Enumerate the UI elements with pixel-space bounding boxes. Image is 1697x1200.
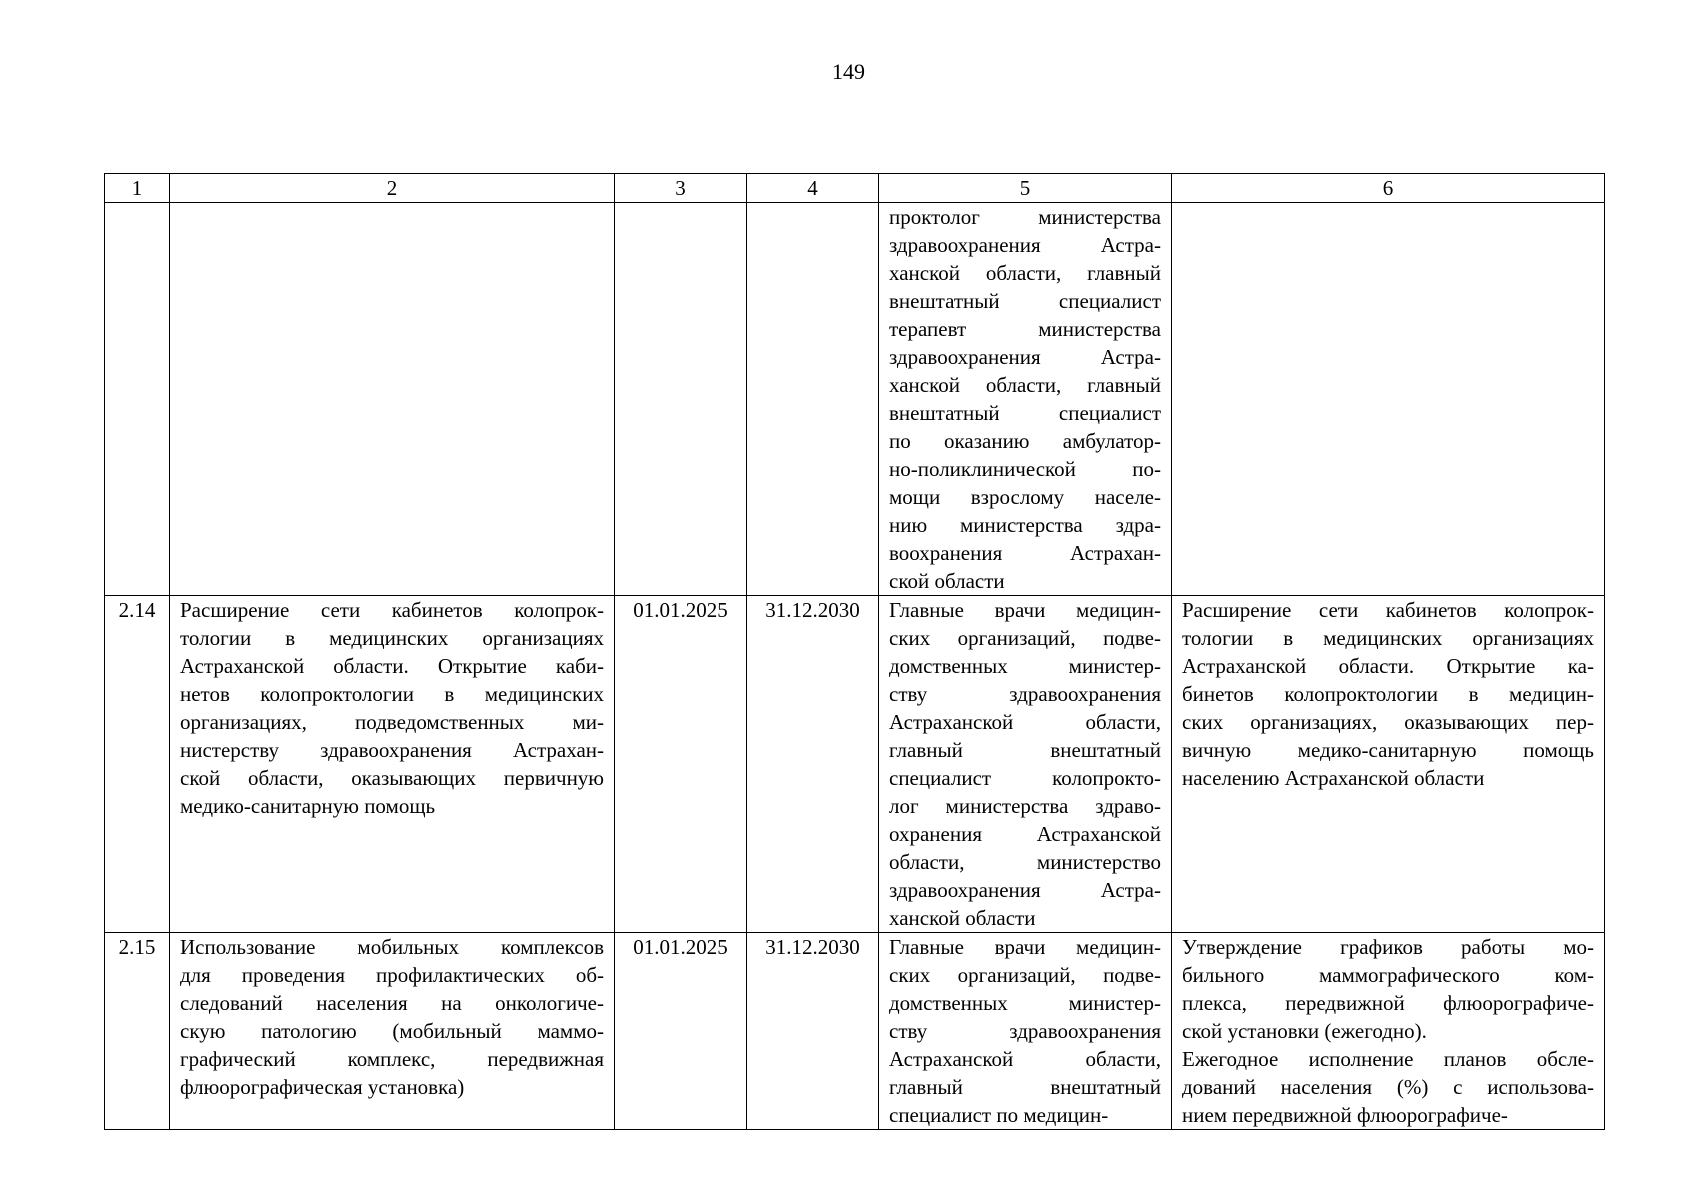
measure-name-line: флюорографическая установка) [180,1075,465,1099]
result-line: ской установки (ежегодно). [1182,1019,1427,1043]
measure-name-line: медико-санитарную помощь [180,794,436,818]
responsible-cell [879,203,1172,596]
result-cell [1172,203,1605,596]
responsible-line: области, министерство [889,850,1161,874]
responsible-cell [879,933,1172,1130]
responsible-line: по оказанию амбулатор- [889,429,1161,453]
row-number-cell [105,203,170,596]
responsible-line: Астраханской области, [889,1047,1161,1071]
end-date-cell [747,203,879,596]
responsible-cell [879,596,1172,933]
header-cell-3: 3 [615,174,747,203]
start-date-cell: 01.01.2025 [615,596,747,933]
responsible-line: специалист колопрокто- [889,766,1161,790]
measure-name-cell [170,933,615,1130]
measure-name-line: скую патологию (мобильный маммо- [180,1019,604,1043]
header-cell-1: 1 [105,174,170,203]
responsible-line: проктолог министерства [889,205,1161,229]
measure-name-line: тологии в медицинских организациях [180,626,604,650]
responsible-line: здравоохранения Астра- [889,345,1161,369]
measure-name-line: следований населения на онкологиче- [180,991,604,1015]
responsible-line: внештатный специалист [889,289,1161,313]
responsible-line: охранения Астраханской [889,822,1161,846]
responsible-line: ханской области, главный [889,261,1161,285]
result-cell [1172,596,1605,933]
responsible-line: ских организаций, подве- [889,626,1161,650]
responsible-line: домственных министер- [889,991,1161,1015]
responsible-line: терапевт министерства [889,317,1161,341]
page-number: 149 [832,59,865,84]
measure-name-line: нистерству здравоохранения Астрахан- [180,738,604,762]
start-date-cell: 01.01.2025 [615,933,747,1130]
responsible-line: но-поликлинической по- [889,457,1161,481]
measure-name-line: для проведения профилактических об- [180,963,604,987]
result-line: Ежегодное исполнение планов обсле- [1182,1047,1594,1071]
responsible-line: ханской области [889,906,1036,930]
responsible-line: здравоохранения Астра- [889,233,1161,257]
row-number-cell: 2.14 [105,596,170,933]
measure-name-line: нетов колопроктологии в медицинских [180,682,604,706]
result-line: бинетов колопроктологии в медицин- [1182,682,1594,706]
measure-name-line: организациях, подведомственных ми- [180,710,604,734]
measures-table [104,173,1605,1130]
result-line: Расширение сети кабинетов колопрок- [1182,598,1594,622]
measure-name-line: Использование мобильных комплексов [180,935,604,959]
responsible-line: главный внештатный [889,1075,1161,1099]
responsible-line: здравоохранения Астра- [889,878,1161,902]
end-date-cell: 31.12.2030 [747,933,879,1130]
responsible-line: ству здравоохранения [889,1019,1161,1043]
table-row [105,203,1605,596]
header-cell-2: 2 [170,174,615,203]
responsible-line: Астраханской области, [889,710,1161,734]
result-line: вичную медико-санитарную помощь [1182,738,1594,762]
result-line: дований населения (%) с использова- [1182,1075,1594,1099]
responsible-line: ству здравоохранения [889,682,1161,706]
result-line: ских организациях, оказывающих пер- [1182,710,1594,734]
measure-name-cell [170,203,615,596]
row-number-cell: 2.15 [105,933,170,1130]
result-line: тологии в медицинских организациях [1182,626,1594,650]
responsible-line: специалист по медицин- [889,1103,1109,1127]
header-row [105,174,1605,203]
table-row [105,933,1605,1130]
responsible-line: Главные врачи медицин- [889,598,1161,622]
responsible-line: ханской области, главный [889,373,1161,397]
start-date-cell [615,203,747,596]
header-cell-4: 4 [747,174,879,203]
table-row [105,596,1605,933]
result-line: нием передвижной флюорографиче- [1182,1103,1508,1127]
responsible-line: ской области [889,569,1005,593]
result-line: Утверждение графиков работы мо- [1182,935,1594,959]
result-line: населению Астраханской области [1182,766,1485,790]
responsible-line: воохранения Астрахан- [889,541,1161,565]
responsible-line: Главные врачи медицин- [889,935,1161,959]
responsible-line: нию министерства здра- [889,513,1161,537]
responsible-line: ских организаций, подве- [889,963,1161,987]
header-cell-5: 5 [879,174,1172,203]
responsible-line: внештатный специалист [889,401,1161,425]
measure-name-line: Астраханской области. Открытие каби- [180,654,604,678]
result-cell [1172,933,1605,1130]
table-body [105,203,1605,1130]
measure-name-line: ской области, оказывающих первичную [180,766,604,790]
measure-name-cell [170,596,615,933]
responsible-line: лог министерства здраво- [889,794,1161,818]
measure-name-line: Расширение сети кабинетов колопрок- [180,598,604,622]
responsible-line: мощи взрослому населе- [889,485,1161,509]
responsible-line: домственных министер- [889,654,1161,678]
header-cell-6: 6 [1172,174,1605,203]
measure-name-line: графический комплекс, передвижная [180,1047,604,1071]
end-date-cell: 31.12.2030 [747,596,879,933]
responsible-line: главный внештатный [889,738,1161,762]
result-line: Астраханской области. Открытие ка- [1182,654,1594,678]
result-line: плекса, передвижной флюорографиче- [1182,991,1594,1015]
result-line: бильного маммографического ком- [1182,963,1594,987]
